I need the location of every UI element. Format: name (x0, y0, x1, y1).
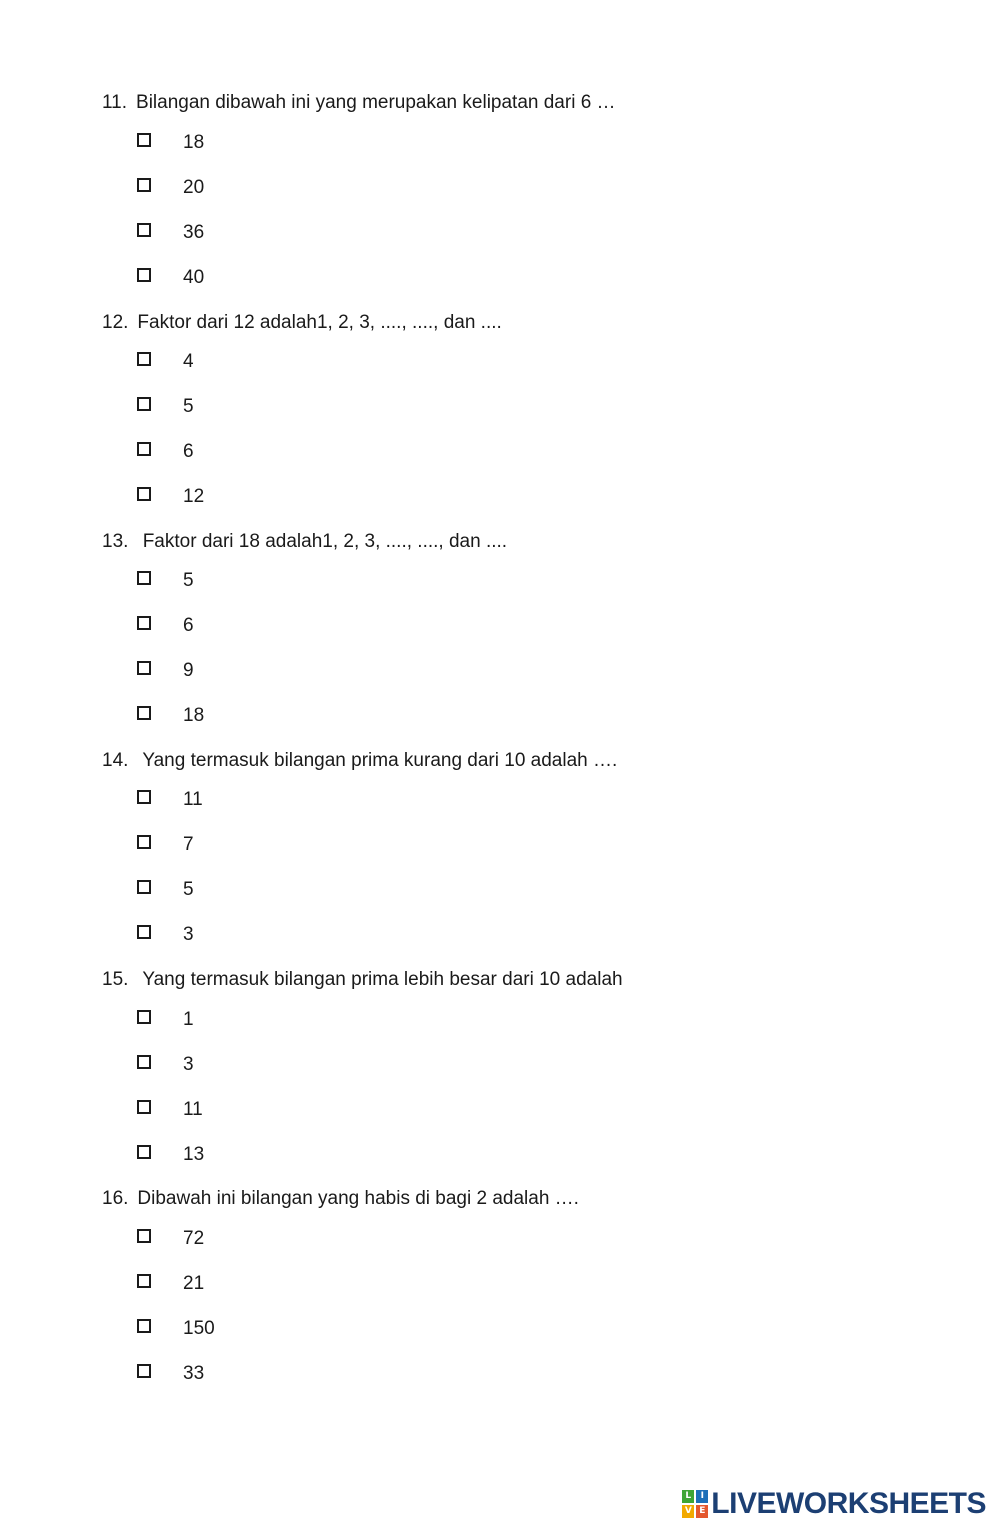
option-label: 11 (183, 789, 203, 810)
checkbox-icon[interactable] (137, 487, 151, 501)
checkbox-icon[interactable] (137, 616, 151, 630)
checkbox-icon[interactable] (137, 1010, 151, 1024)
answer-option[interactable] (137, 131, 204, 155)
answer-option[interactable] (137, 1317, 215, 1341)
logo-letter: V (682, 1505, 694, 1518)
answer-option[interactable] (137, 704, 204, 728)
answer-option[interactable] (137, 569, 194, 593)
checkbox-icon[interactable] (137, 442, 151, 456)
checkbox-icon[interactable] (137, 1364, 151, 1378)
answer-option[interactable] (137, 176, 204, 200)
question-16 (102, 1188, 962, 1384)
option-label: 18 (183, 705, 205, 726)
checkbox-icon[interactable] (137, 1274, 151, 1288)
checkbox-icon[interactable] (137, 1055, 151, 1069)
option-label: 3 (183, 1054, 194, 1075)
question-label: Faktor dari 18 adalah1, 2, 3, ...., ...., dan .... (137, 531, 508, 552)
question-text-row (102, 1188, 962, 1210)
question-number: 15. (102, 969, 129, 990)
question-text-row (102, 531, 962, 553)
logo-mark-icon (682, 1490, 708, 1518)
question-label: Dibawah ini bilangan yang habis di bagi 2 adalah …. (137, 1188, 579, 1209)
question-number: 16. (102, 1188, 129, 1209)
checkbox-icon[interactable] (137, 133, 151, 147)
question-text-row (102, 92, 962, 114)
option-label: 5 (183, 396, 194, 417)
answer-option[interactable] (137, 923, 194, 947)
answer-option[interactable] (137, 1227, 204, 1251)
answer-option[interactable] (137, 878, 194, 902)
question-text-row (102, 312, 962, 334)
logo-letter: I (696, 1490, 708, 1503)
checkbox-icon[interactable] (137, 571, 151, 585)
answer-option[interactable] (137, 614, 194, 638)
answer-option[interactable] (137, 1362, 204, 1386)
checkbox-icon[interactable] (137, 1319, 151, 1333)
checkbox-icon[interactable] (137, 835, 151, 849)
question-number: 13. (102, 531, 129, 552)
checkbox-icon[interactable] (137, 352, 151, 366)
answer-option[interactable] (137, 1098, 203, 1122)
answer-option[interactable] (137, 440, 194, 464)
question-label: Faktor dari 12 adalah1, 2, 3, ...., ...., dan .... (137, 312, 502, 333)
option-label: 13 (183, 1144, 205, 1165)
answer-option[interactable] (137, 659, 194, 683)
answer-option[interactable] (137, 788, 203, 812)
checkbox-icon[interactable] (137, 397, 151, 411)
question-number: 11. (102, 92, 128, 113)
answer-option[interactable] (137, 485, 204, 509)
option-label: 1 (183, 1009, 194, 1030)
option-label: 72 (183, 1228, 205, 1249)
checkbox-icon[interactable] (137, 790, 151, 804)
question-number: 14. (102, 750, 129, 771)
checkbox-icon[interactable] (137, 880, 151, 894)
option-label: 4 (183, 351, 194, 372)
checkbox-icon[interactable] (137, 223, 151, 237)
question-text-row (102, 750, 962, 772)
answer-option[interactable] (137, 395, 194, 419)
logo-letter: L (682, 1490, 694, 1503)
checkbox-icon[interactable] (137, 925, 151, 939)
checkbox-icon[interactable] (137, 178, 151, 192)
option-label: 12 (183, 486, 205, 507)
option-label: 5 (183, 879, 194, 900)
question-label: Bilangan dibawah ini yang merupakan kelipatan dari 6 … (136, 92, 616, 113)
checkbox-icon[interactable] (137, 1145, 151, 1159)
question-15 (102, 969, 962, 1165)
answer-option[interactable] (137, 1272, 204, 1296)
option-label: 9 (183, 660, 194, 681)
question-label: Yang termasuk bilangan prima kurang dari 10 adalah …. (137, 750, 618, 771)
answer-option[interactable] (137, 1053, 194, 1077)
option-label: 20 (183, 177, 205, 198)
answer-option[interactable] (137, 221, 204, 245)
option-label: 3 (183, 924, 194, 945)
question-13 (102, 531, 962, 726)
checkbox-icon[interactable] (137, 1100, 151, 1114)
liveworksheets-logo[interactable] (682, 1489, 986, 1519)
checkbox-icon[interactable] (137, 706, 151, 720)
option-label: 21 (183, 1273, 205, 1294)
answer-option[interactable] (137, 266, 204, 290)
option-label: 6 (183, 441, 194, 462)
answer-option[interactable] (137, 1008, 194, 1032)
question-14 (102, 750, 962, 945)
question-12 (102, 312, 962, 507)
option-label: 33 (183, 1363, 205, 1384)
option-label: 5 (183, 570, 194, 591)
question-label: Yang termasuk bilangan prima lebih besar dari 10 adalah (137, 969, 623, 990)
checkbox-icon[interactable] (137, 268, 151, 282)
question-11 (102, 92, 962, 288)
answer-option[interactable] (137, 1143, 204, 1167)
checkbox-icon[interactable] (137, 1229, 151, 1243)
answer-option[interactable] (137, 350, 194, 374)
option-label: 7 (183, 834, 194, 855)
checkbox-icon[interactable] (137, 661, 151, 675)
option-label: 36 (183, 222, 205, 243)
option-label: 18 (183, 132, 205, 153)
option-label: 6 (183, 615, 194, 636)
option-label: 40 (183, 267, 205, 288)
logo-text: LIVEWORKSHEETS (711, 1487, 986, 1520)
answer-option[interactable] (137, 833, 194, 857)
question-text-row (102, 969, 962, 991)
question-number: 12. (102, 312, 129, 333)
logo-letter: E (696, 1505, 708, 1518)
option-label: 150 (183, 1318, 215, 1339)
option-label: 11 (183, 1099, 203, 1120)
